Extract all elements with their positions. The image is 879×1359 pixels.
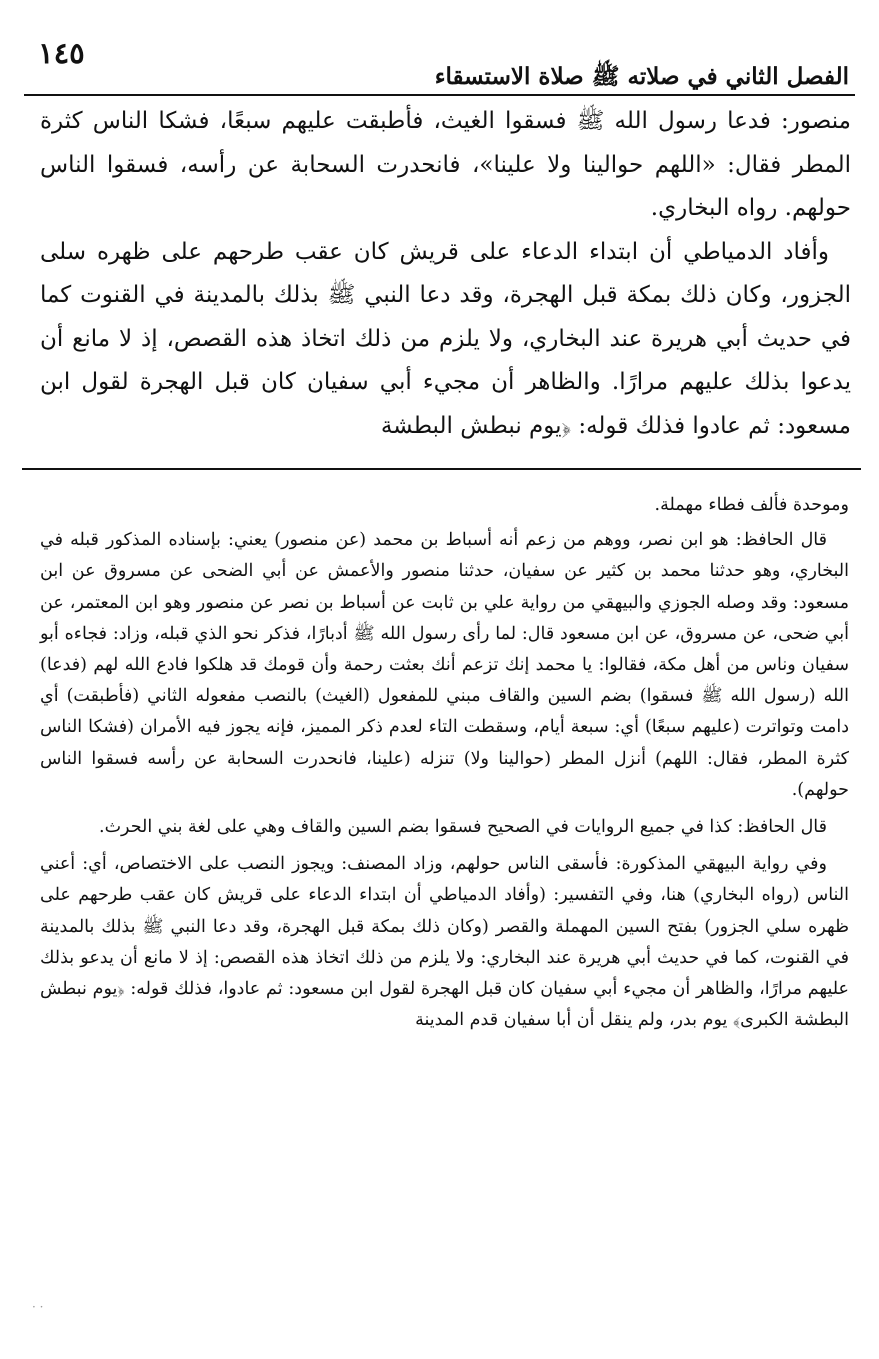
footnote-paragraph: وموحدة فألف فطاء مهملة. <box>654 495 849 515</box>
footnotes <box>40 490 849 1320</box>
main-text <box>40 100 851 460</box>
header-divider <box>24 94 855 96</box>
main-paragraph: وأفاد الدمياطي أن ابتداء الدعاء على قريش كان عقب طرحهم على ظهره سلى الجزور، وكان ذلك بمكة قبل الهجرة، وقد دعا النبي ﷺ بذلك بالمدينة في القنوت كما في حديث أبي هريرة عند البخاري، ولا يلزم من ذلك اتخاذ هذه القصص، إذ لا مانع أن يدعوا بذلك عليهم مرارًا. والظاهر أن مجيء أبي سفيان كان قبل الهجرة لقول ابن مسعود: ثم عادوا فذلك قوله: ﴿يوم نبطش البطشة <box>40 238 851 439</box>
page-number: ١٤٥ <box>38 36 85 70</box>
scan-mark: · · <box>32 1300 44 1314</box>
footnote-divider <box>22 468 861 470</box>
footnote-paragraph: قال الحافظ: هو ابن نصر، ووهم من زعم أنه أسباط بن محمد (عن منصور) يعني: بإسناده المذكور قبله في البخاري، وهو حدثنا محمد بن كثير عن سفيان، حدثنا منصور والأعمش عن أبي الضحى عن مسروق عن ابن مسعود: وقد وصله الجوزي والبيهقي من رواية علي بن ثابت عن أسباط بن نصر عن منصور وهو ابن المعتمر، عن أبي ضحى، عن مسروق، عن ابن مسعود قال: لما رأى رسول الله ﷺ أدبارًا، فذكر نحو الذي قبله، وزاد: فجاءه أبو سفيان وناس من أهل مكة، فقالوا: يا محمد إنك تزعم أنك بعثت رحمة وأن قومك قد هلكوا فادع الله لهم (فدعا) الله (رسول الله ﷺ فسقوا) بضم السين والقاف مبني للمفعول (الغيث) بالنصب مفعوله الثاني (فأطبقت) أي دامت وتواترت (عليهم سبعًا) أي: سبعة أيام، وسقطت التاء لعدم ذكر المميز، فإنه يجوز فيه الأمران (فشكا الناس كثرة المطر، فقال: اللهم) أنزل المطر (حوالينا ولا) تنزله (علينا، فانحدرت السحابة عن رأسه فسقوا الناس حولهم). <box>40 530 849 800</box>
footnote-paragraph: قال الحافظ: كذا في جميع الروايات في الصحيح فسقوا بضم السين والقاف وهي على لغة بني الحرث. <box>99 817 827 838</box>
footnote-paragraph: وفي رواية البيهقي المذكورة: فأسقى الناس حولهم، وزاد المصنف: ويجوز النصب على الاختصاص، أي: أعني الناس (رواه البخاري) هنا، وفي التفسير: (وأفاد الدمياطي أن ابتداء الدعاء على قريش كان عقب طرحهم على ظهره سلي الجزور) بفتح السين المهملة والقصر (وكان ذلك بمكة قبل الهجرة، وقد دعا النبي ﷺ بذلك بالمدينة في القنوت، كما في حديث أبي هريرة عند البخاري: ولا يلزم من ذلك اتخاذ هذه القصص: إذ لا مانع أن يدعو بذلك عليهم مرارًا، والظاهر أن مجيء أبي سفيان كان قبل الهجرة لقول ابن مسعود: ثم عادوا، فذلك قوله: ﴿يوم نبطش البطشة الكبرى﴾ يوم بدر، ولم ينقل أن أبا سفيان قدم المدينة <box>40 854 849 1031</box>
main-paragraph: منصور: فدعا رسول الله ﷺ فسقوا الغيث، فأطبقت عليهم سبعًا، فشكا الناس كثرة المطر فقال: «اللهم حوالينا ولا علينا»، فانحدرت السحابة عن رأسه، فسقوا الناس حولهم. رواه البخاري. <box>40 108 851 221</box>
page-header <box>24 28 855 88</box>
chapter-title: الفصل الثاني في صلاته ﷺ صلاة الاستسقاء <box>434 63 849 90</box>
